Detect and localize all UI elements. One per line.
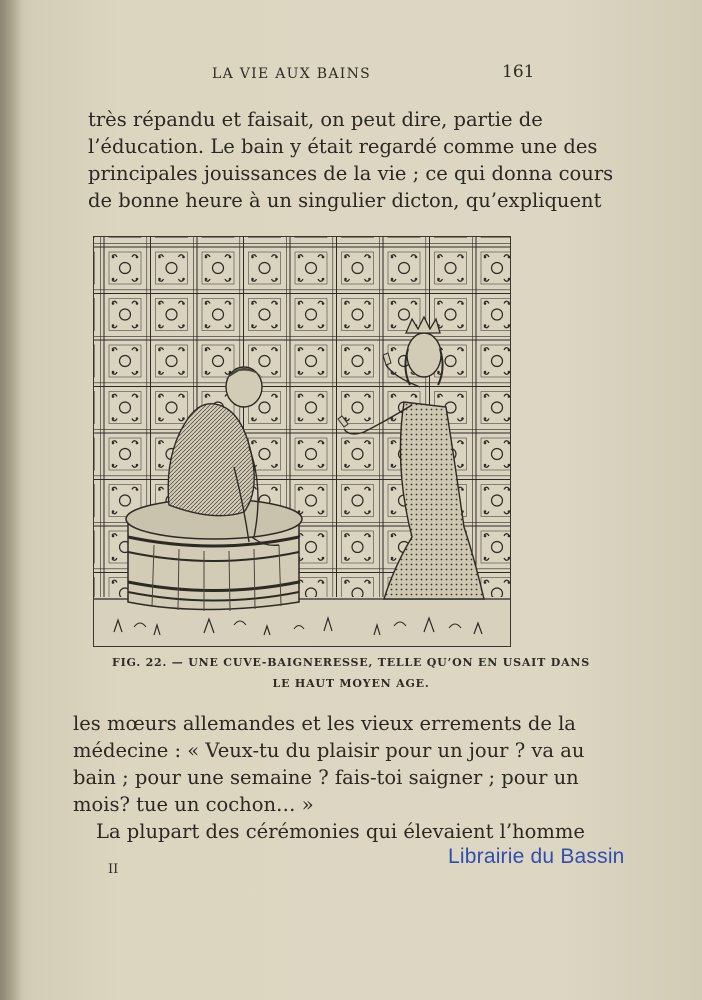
illustration-bathing-tub [93,236,511,647]
text-line: médecine : « Veux-tu du plaisir pour un jour ? va au [73,739,585,762]
engraving-image [94,237,510,646]
text-line: bain ; pour une semaine ? fais-toi saigner ; pour un [73,766,579,789]
page-gutter-shadow [0,0,22,1000]
text-line: principales jouissances de la vie ; ce qui donna cours [88,162,614,185]
seller-watermark: Librairie du Bassin [448,845,625,868]
text-line: très répandu et faisait, on peut dire, partie de [88,108,543,131]
figure-caption-line-1: FIG. 22. — UNE CUVE-BAIGNERESSE, TELLE QU’ON EN USAIT DANS [111,656,591,669]
signature-mark: II [108,862,119,877]
page-header [0,62,702,86]
text-line: mois? tue un cochon… » [73,793,314,816]
text-line: de bonne heure à un singulier dicton, qu’expliquent [88,189,602,212]
page-number: 161 [502,62,535,82]
text-line: les mœurs allemandes et les vieux errements de la [73,712,576,735]
text-line: l’éducation. Le bain y était regardé comme une des [88,135,598,158]
figure-caption-line-2: LE HAUT MOYEN AGE. [272,677,430,690]
text-line: La plupart des cérémonies qui élevaient l’homme [96,820,585,843]
running-head: LA VIE AUX BAINS [212,66,372,82]
